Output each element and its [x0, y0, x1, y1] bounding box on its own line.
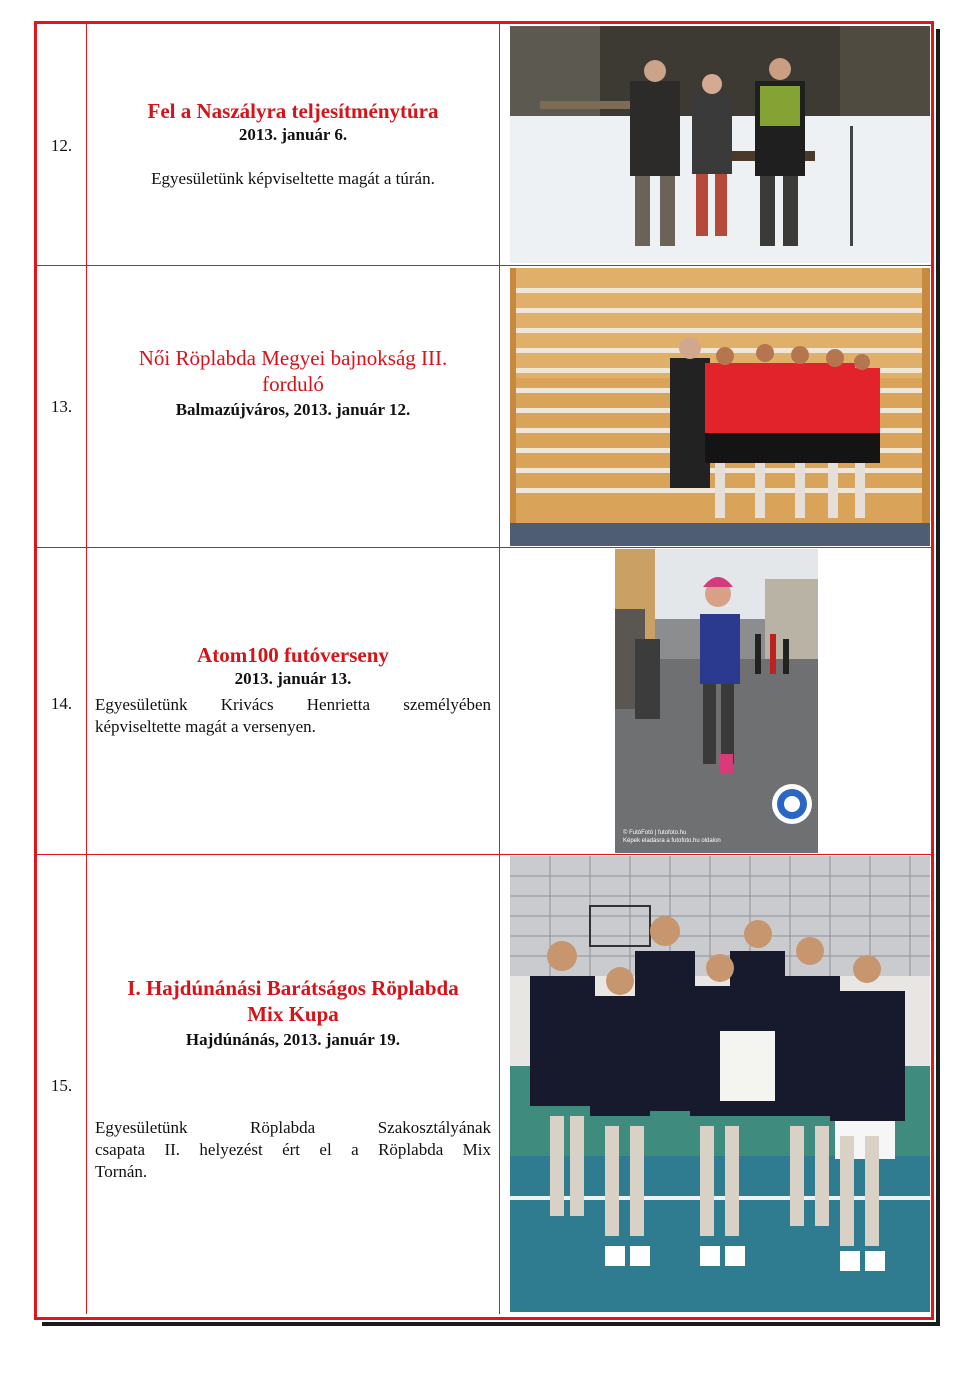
entry-title-line1: I. Hajdúnánási Barátságos Röplabda — [127, 976, 459, 1000]
entry-number: 15. — [50, 1076, 73, 1095]
entry-description-line1: Egyesületünk Röplabda Szakosztályának — [95, 1118, 491, 1137]
entry-number: 14. — [50, 694, 73, 713]
entry-description-line2: csapata II. helyezést ért el a Röplabda Mix — [95, 1140, 491, 1159]
photo-caption-line2: Képek eladásra a futofoto.hu oldalon — [623, 838, 721, 844]
entry-title-line2: forduló — [262, 372, 324, 396]
entry-date: Balmazújváros, 2013. január 12. — [175, 400, 411, 419]
entry-title-line1: Női Röplabda Megyei bajnokság III. — [138, 346, 448, 370]
column-divider-photo — [499, 24, 500, 1314]
entry-title: Fel a Naszályra teljesítménytúra — [147, 99, 439, 123]
entry-title-line2: Mix Kupa — [247, 1002, 339, 1026]
photo-hikers-in-snow — [510, 26, 930, 263]
entry-date: Hajdúnánás, 2013. január 19. — [185, 1030, 401, 1049]
entry-date: 2013. január 13. — [234, 669, 352, 688]
entry-text-13 — [87, 345, 499, 421]
photo-volleyball-team-huddle — [510, 268, 930, 546]
photo-runner — [615, 549, 818, 853]
entry-date: 2013. január 6. — [238, 125, 348, 144]
row-divider — [37, 547, 931, 548]
entry-title: Atom100 futóverseny — [197, 643, 389, 667]
entry-description-line3: Tornán. — [95, 1162, 148, 1181]
entry-number: 12. — [50, 136, 73, 155]
entry-text-14 — [87, 642, 499, 738]
entry-text-12 — [87, 98, 499, 190]
entry-text-15 — [87, 975, 499, 1183]
row-divider — [37, 854, 931, 855]
entry-description-line1: Egyesületünk Krivács Henrietta személyében — [95, 695, 491, 714]
photo-mixed-volleyball-team — [510, 856, 930, 1312]
entry-description: Egyesületünk képviseltette magát a túrán. — [151, 169, 435, 188]
entry-description-line2: képviseltette magát a versenyen. — [95, 717, 316, 736]
entry-number: 13. — [50, 397, 73, 416]
photo-caption-line1: © FutóFotó | futofoto.hu — [623, 830, 687, 836]
row-divider — [37, 265, 931, 266]
